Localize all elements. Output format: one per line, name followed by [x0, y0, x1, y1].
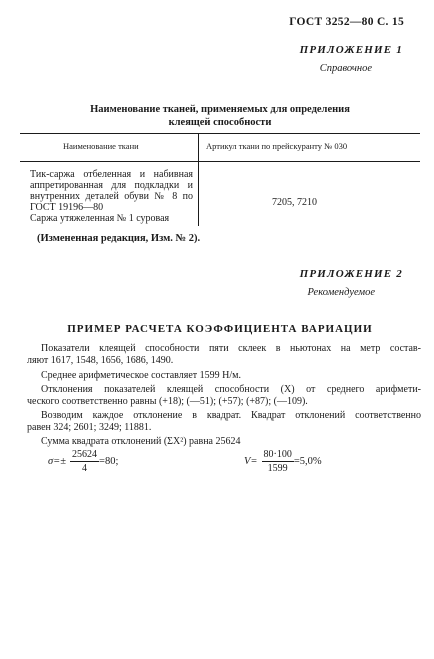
paragraph-2: Среднее арифметическое составляет 1599 Н/м. — [41, 370, 241, 381]
fabric-line-1: Тик-саржа отбеленная и набивная — [30, 169, 193, 180]
table-top-rule — [20, 133, 420, 134]
paragraph-5: Сумма квадрата отклонений (ΣX²) равна 25624 — [41, 436, 241, 447]
paragraph-1-line-2: ляют 1617, 1548, 1656, 1686, 1490. — [27, 355, 174, 366]
table-title-line-2: клеящей способности — [168, 117, 272, 128]
table-column-rule — [198, 133, 199, 226]
formula-variation — [244, 448, 322, 475]
appendix-2-title: ПРИЛОЖЕНИЕ 2 — [299, 268, 403, 280]
formula-variation-rhs: =5,0% — [293, 456, 322, 467]
fabric-line-4: ГОСТ 19196—80 — [30, 202, 104, 213]
paragraph-3-line-1: Отклонения показателей клеящей способности (X) от среднего арифмети- — [41, 384, 421, 395]
formula-sigma-lhs: σ=± — [48, 456, 67, 467]
formula-sigma-rhs: =80; — [99, 456, 119, 467]
fabric-line-5: Саржа утяжеленная № 1 суровая — [30, 213, 170, 224]
table-title — [20, 103, 420, 129]
paragraph-1 — [27, 343, 421, 367]
paragraph-1-line-1: Показатели клеящей способности пяти склеек в ньютонах на метр состав- — [41, 343, 421, 354]
appendix-2-subtitle: Рекомендуемое — [307, 287, 375, 298]
paragraph-4 — [27, 410, 421, 434]
formula-sigma-fraction — [70, 448, 99, 475]
formula-sigma-denominator: 4 — [82, 463, 88, 474]
page-header: ГОСТ 3252—80 С. 15 — [289, 16, 404, 28]
paragraph-4-line-2: равен 324; 2601; 3249; 11881. — [27, 422, 152, 433]
col-header-article: Артикул ткани по прейскуранту № 030 — [206, 141, 348, 151]
table-title-line-1: Наименование тканей, применяемых для определения — [90, 104, 350, 115]
formula-variation-lhs: V= — [244, 456, 258, 467]
formula-variation-numerator: 80·100 — [263, 449, 292, 460]
formula-variation-fraction — [262, 448, 294, 475]
table-cell-articles: 7205, 7210 — [272, 197, 317, 208]
paragraph-3 — [27, 384, 421, 408]
fabric-line-3: внутренних деталей обуви № 8 по — [30, 191, 193, 202]
paragraph-3-line-2: ческого соответственно равны (+18); (—51); (+57); (+87); (—109). — [27, 396, 308, 407]
formula-sigma — [48, 448, 118, 475]
col-header-name: Наименование ткани — [63, 141, 139, 151]
fabric-line-2: аппретированная для подкладки и — [30, 180, 193, 191]
example-title: ПРИМЕР РАСЧЕТА КОЭФФИЦИЕНТА ВАРИАЦИИ — [67, 323, 373, 335]
fabric-table — [20, 133, 420, 226]
appendix-1-title: ПРИЛОЖЕНИЕ 1 — [299, 44, 403, 56]
edition-note: (Измененная редакция, Изм. № 2). — [37, 233, 201, 244]
formula-variation-denominator: 1599 — [267, 463, 288, 474]
table-header-rule — [20, 161, 420, 162]
table-cell-fabric — [30, 169, 193, 224]
formula-sigma-numerator: 25624 — [72, 449, 98, 460]
appendix-1-subtitle: Справочное — [319, 63, 372, 74]
paragraph-4-line-1: Возводим каждое отклонение в квадрат. Квадрат отклонений соответственно — [41, 410, 421, 421]
